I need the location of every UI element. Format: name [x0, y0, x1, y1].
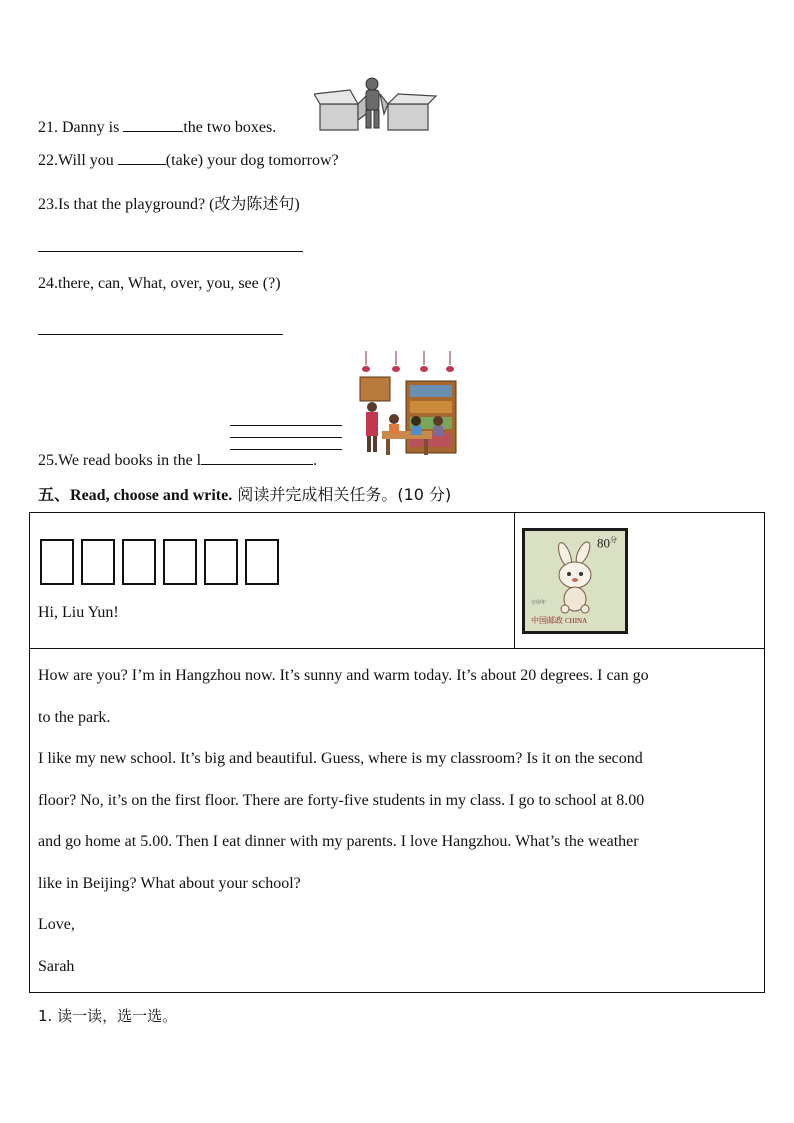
- postcode-box[interactable]: [245, 539, 279, 585]
- question-21-number: 21: [38, 119, 54, 136]
- postcode-box[interactable]: [81, 539, 115, 585]
- question-24: 24.there, can, What, over, you, see (?): [38, 275, 281, 292]
- question-21-text-before: . Danny is: [54, 119, 124, 136]
- greeting: Hi, Liu Yun!: [38, 604, 119, 621]
- answer-line-24[interactable]: [38, 334, 283, 335]
- question-21-text-after: the two boxes.: [183, 119, 277, 136]
- letter-line: and go home at 5.00. Then I eat dinner with my parents. I love Hangzhou. What’s the weather: [38, 833, 639, 850]
- section-5-title-cn: 阅读并完成相关任务。(10 分): [232, 485, 452, 504]
- postcode-box[interactable]: [163, 539, 197, 585]
- answer-line-23[interactable]: [38, 251, 303, 252]
- letter-closing: Love,: [38, 916, 75, 933]
- answer-blank-21[interactable]: [123, 117, 183, 132]
- question-22-text-before: 22.Will you: [38, 152, 118, 169]
- answer-blank-25[interactable]: [201, 450, 313, 465]
- section-5-title-en: Read, choose and write.: [70, 487, 233, 504]
- section-5-heading: [38, 482, 451, 505]
- postcode-box[interactable]: [204, 539, 238, 585]
- question-25-text-before: 25.We read books in the l: [38, 452, 202, 469]
- answer-guide-line-25b: [230, 437, 342, 438]
- stamp-country-en: CHINA: [565, 617, 588, 625]
- library-illustration: [356, 351, 460, 459]
- question-22-text-after: (take) your dog tomorrow?: [165, 152, 339, 169]
- stamp-country: [531, 615, 587, 626]
- answer-guide-line-25a: [230, 425, 342, 426]
- letter-body: [38, 655, 756, 987]
- letter-line: How are you? I’m in Hangzhou now. It’s sunny and warm today. It’s about 20 degrees. I can go: [38, 667, 649, 684]
- section-5-number: 五、: [38, 485, 71, 504]
- postcard-table: [29, 512, 765, 993]
- letter-line: to the park.: [38, 708, 111, 726]
- letter-signature: Sarah: [38, 957, 75, 975]
- stamp-value-unit: 分: [610, 536, 617, 544]
- postcode-boxes: [40, 539, 286, 590]
- letter-line: I like my new school. It’s big and beautiful. Guess, where is my classroom? Is it on the second: [38, 750, 643, 767]
- address-cell: [30, 513, 515, 649]
- stamp-face: [525, 531, 625, 631]
- stamp-small-text: 辛卯年: [531, 600, 547, 606]
- rabbit-icon: [549, 541, 601, 615]
- stamp-country-cn: 中国邮政: [531, 616, 563, 625]
- letter-body-cell: [30, 649, 765, 993]
- postcode-box[interactable]: [40, 539, 74, 585]
- question-25-text-after: .: [313, 452, 318, 469]
- stamp-value-number: 80: [597, 535, 610, 551]
- letter-line: like in Beijing? What about your school?: [38, 874, 301, 892]
- question-22: [38, 150, 339, 170]
- answer-blank-22[interactable]: [118, 150, 166, 165]
- question-23: 23.Is that the playground? (改为陈述句): [38, 196, 300, 213]
- postage-stamp: [522, 528, 628, 634]
- task-1-instruction: 1. 读一读，选一选。: [38, 1007, 178, 1025]
- postcode-box[interactable]: [122, 539, 156, 585]
- letter-line: floor? No, it’s on the first floor. There are forty-five students in my class. I go to school at 8.00: [38, 791, 645, 809]
- boxes-illustration: [314, 76, 438, 132]
- question-25: [38, 450, 317, 470]
- question-21: [38, 117, 276, 137]
